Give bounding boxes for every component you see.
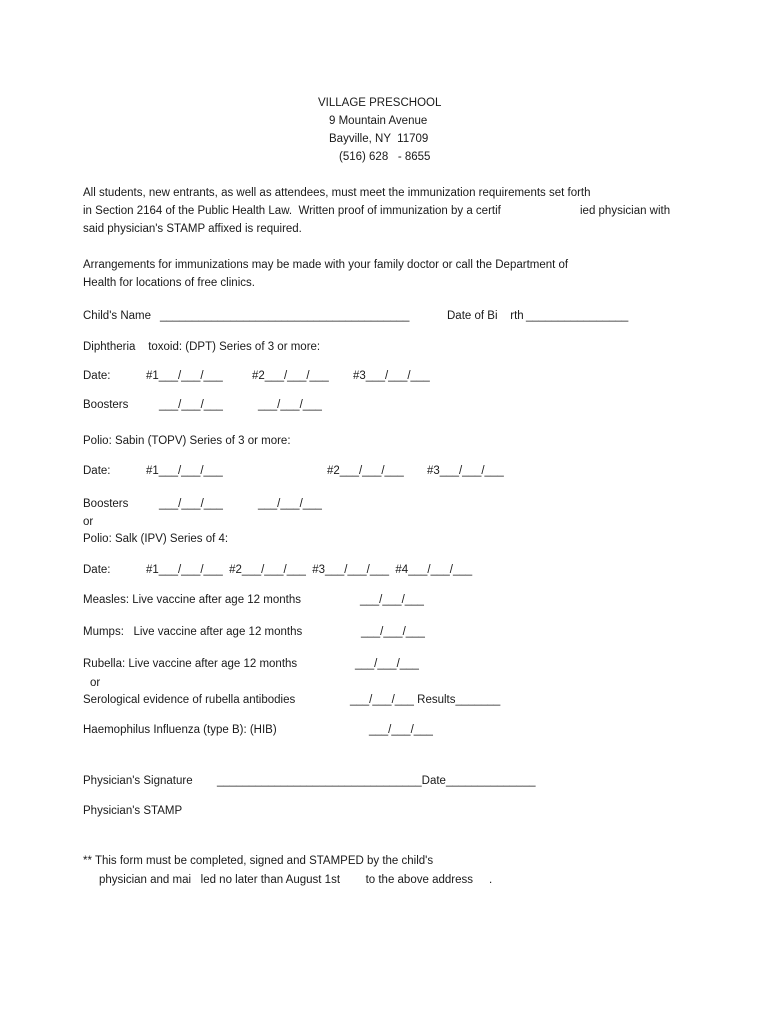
mumps-date-field[interactable]: ___/___/___ <box>361 626 425 638</box>
mumps-label: Mumps: Live vaccine after age 12 months <box>83 626 303 638</box>
school-phone: (516) 628 - 8655 <box>339 151 431 163</box>
rubella-date-field[interactable]: ___/___/___ <box>355 658 419 670</box>
polio-sabin-date-label: Date: <box>83 465 111 477</box>
polio-sabin-date-2-field[interactable]: #2___/___/___ <box>327 465 404 477</box>
child-name-field[interactable]: _______________________________________ <box>160 310 410 322</box>
child-name-label: Child's Name <box>83 310 152 322</box>
dpt-booster-1-field[interactable]: ___/___/___ <box>159 399 223 411</box>
school-name: VILLAGE PRESCHOOL <box>318 97 442 109</box>
polio-or-text: or <box>83 516 94 528</box>
serological-date-results-field[interactable]: ___/___/___ Results_______ <box>350 694 501 706</box>
physician-signature-label: Physician's Signature <box>83 775 193 787</box>
intro-line-3: said physician's STAMP affixed is required. <box>83 223 302 235</box>
measles-date-field[interactable]: ___/___/___ <box>360 594 424 606</box>
hib-label: Haemophilus Influenza (type B): (HIB) <box>83 724 277 736</box>
arrangements-line-1: Arrangements for immunizations may be made with your family doctor or call the Department of <box>83 259 569 271</box>
polio-sabin-booster-2-field[interactable]: ___/___/___ <box>258 498 322 510</box>
dob-field[interactable]: ________________ <box>526 310 629 322</box>
footer-note-line-2: physician and mai led no later than August 1st to the above address . <box>99 874 493 886</box>
polio-sabin-boosters-label: Boosters <box>83 498 129 510</box>
intro-line-2a: in Section 2164 of the Public Health Law. Written proof of immunization by a certif <box>83 205 501 217</box>
polio-salk-dates-field[interactable]: #1___/___/___ #2___/___/___ #3___/___/___ #4___/___/___ <box>146 564 473 576</box>
dpt-date-2-field[interactable]: #2___/___/___ <box>252 370 329 382</box>
footer-note-line-1: ** This form must be completed, signed and STAMPED by the child's <box>83 855 434 867</box>
physician-signature-date-field[interactable]: ________________________________Date______________ <box>217 775 536 787</box>
school-street: 9 Mountain Avenue <box>329 115 428 127</box>
polio-sabin-title: Polio: Sabin (TOPV) Series of 3 or more: <box>83 435 291 447</box>
physician-stamp-label: Physician's STAMP <box>83 805 183 817</box>
polio-sabin-date-1-field[interactable]: #1___/___/___ <box>146 465 223 477</box>
hib-date-field[interactable]: ___/___/___ <box>369 724 433 736</box>
school-city: Bayville, NY 11709 <box>329 133 429 145</box>
rubella-label: Rubella: Live vaccine after age 12 months <box>83 658 298 670</box>
dpt-booster-2-field[interactable]: ___/___/___ <box>258 399 322 411</box>
rubella-or-text: or <box>90 677 101 689</box>
dpt-boosters-label: Boosters <box>83 399 129 411</box>
polio-salk-date-label: Date: <box>83 564 111 576</box>
measles-label: Measles: Live vaccine after age 12 months <box>83 594 301 606</box>
intro-line-1: All students, new entrants, as well as attendees, must meet the immunization requirements set forth <box>83 187 591 199</box>
dpt-date-1-field[interactable]: #1___/___/___ <box>146 370 223 382</box>
dob-label: Date of Bi rth <box>447 310 524 322</box>
dpt-date-label: Date: <box>83 370 111 382</box>
polio-salk-title: Polio: Salk (IPV) Series of 4: <box>83 533 229 545</box>
polio-sabin-date-3-field[interactable]: #3___/___/___ <box>427 465 504 477</box>
dpt-title: Diphtheria toxoid: (DPT) Series of 3 or more: <box>83 341 321 353</box>
intro-line-2b: ied physician with <box>580 205 671 217</box>
polio-sabin-booster-1-field[interactable]: ___/___/___ <box>159 498 223 510</box>
arrangements-line-2: Health for locations of free clinics. <box>83 277 255 289</box>
serological-label: Serological evidence of rubella antibodies <box>83 694 296 706</box>
dpt-date-3-field[interactable]: #3___/___/___ <box>353 370 430 382</box>
